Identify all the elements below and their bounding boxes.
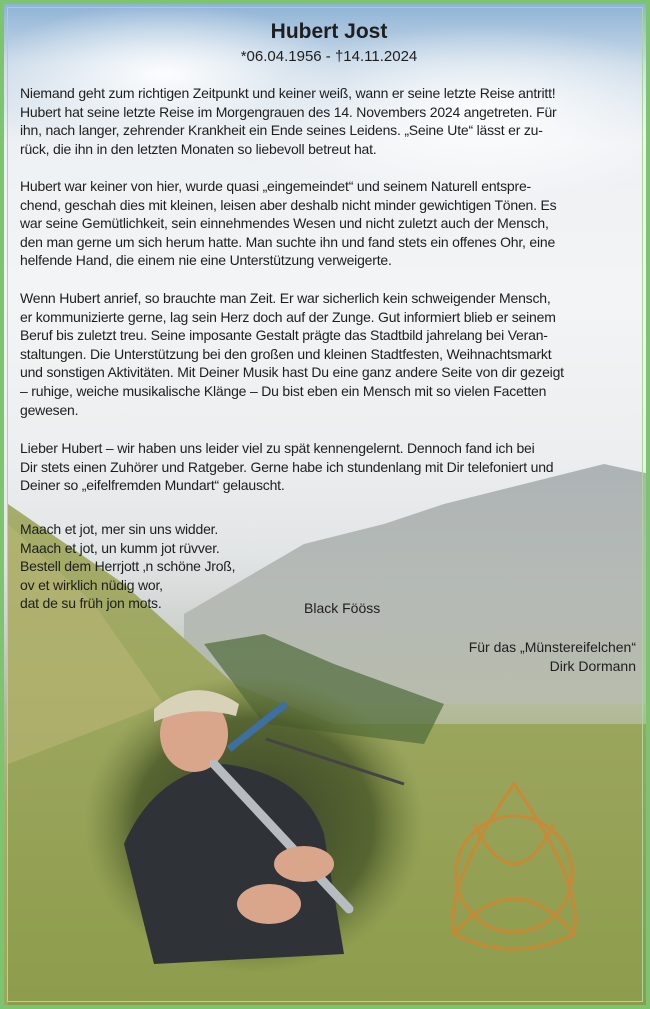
text-line: Dir stets einen Zuhörer und Ratgeber. Gerne habe ich stundenlang mit Dir telefoniert und — [20, 458, 554, 475]
text-line: Beruf bis zuletzt treu. Seine imposante Gestalt prägte das Stadtbild jahrelang bei Veran- — [20, 327, 548, 344]
paragraph-2 — [20, 177, 556, 270]
poem — [20, 520, 235, 613]
text-line: war seine Gemütlichkeit, sein einnehmendes Wesen und nicht zuletzt auch der Mensch, — [20, 215, 549, 232]
signature-name: Dirk Dormann — [549, 658, 636, 674]
paragraph-1 — [20, 84, 557, 158]
text-line: Hubert hat seine letzte Reise im Morgengrauen des 14. Novembers 2024 angetreten. Für — [20, 103, 557, 120]
poem-line: dat de su früh jon mots. — [20, 595, 162, 612]
poem-line: ov et wirklich nüdig wor, — [20, 576, 163, 593]
text-line: Deiner so „eifelfremden Mundart“ gelauscht. — [20, 477, 285, 494]
text-line: den man gerne um sich herum hatte. Man suchte ihn und fand stets ein offenes Ohr, eine — [20, 233, 556, 250]
text-line: – ruhige, weiche musikalische Klänge – Du bist eben ein Mensch mit so vielen Facetten — [20, 382, 547, 399]
signature — [469, 638, 636, 676]
text-line: rück, die ihn in den letzten Monaten so liebevoll betreut hat. — [20, 140, 377, 157]
deceased-name: Hubert Jost — [270, 20, 388, 43]
text-line: chend, geschah dies mit kleinen, leisen aber deshalb nicht minder gewichtigen Tönen. Es — [20, 196, 557, 213]
poem-line: Maach et jot, mer sin uns widder. — [20, 521, 219, 537]
text-line: staltungen. Die Unterstützung bei den großen und kleinen Stadtfesten, Weihnachtsmarkt — [20, 345, 552, 362]
poem-line: Bestell dem Herrjott ‚n schöne Jroß, — [20, 558, 236, 575]
text-line: er kommunizierte gerne, lag sein Herz doch auf der Zunge. Gut informiert blieb er seinem — [20, 308, 556, 325]
signature-line-1: Für das „Münstereifelchen“ — [468, 639, 636, 655]
text-line: Wenn Hubert anrief, so brauchte man Zeit. Er war sicherlich kein schweigender Mensch, — [20, 290, 551, 306]
poem-author: Black Fööss — [304, 600, 381, 616]
life-dates: *06.04.1956 - †14.11.2024 — [240, 48, 418, 65]
text-line: helfende Hand, die einem nie eine Unterstützung verweigerte. — [20, 252, 392, 269]
text-line: Lieber Hubert – wir haben uns leider viel zu spät kennengelernt. Dennoch fand ich bei — [20, 440, 535, 456]
text-line: ihn, nach langer, zehrender Krankheit ein Ende seines Leidens. „Seine Ute“ lässt er zu- — [20, 122, 543, 139]
text-line: und sonstigen Aktivitäten. Mit Deiner Musik hast Du eine ganz andere Seite von dir gezeigt — [20, 364, 564, 381]
text-line: Niemand geht zum richtigen Zeitpunkt und keiner weiß, wann er seine letzte Reise antritt! — [20, 85, 556, 101]
text-line: gewesen. — [20, 401, 79, 418]
text-line: Hubert war keiner von hier, wurde quasi „eingemeindet“ und seinem Naturell entspre- — [20, 178, 532, 194]
poem-line: Maach et jot, un kumm jot rüvver. — [20, 539, 220, 556]
paragraph-4 — [20, 439, 553, 495]
paragraph-3 — [20, 289, 564, 419]
